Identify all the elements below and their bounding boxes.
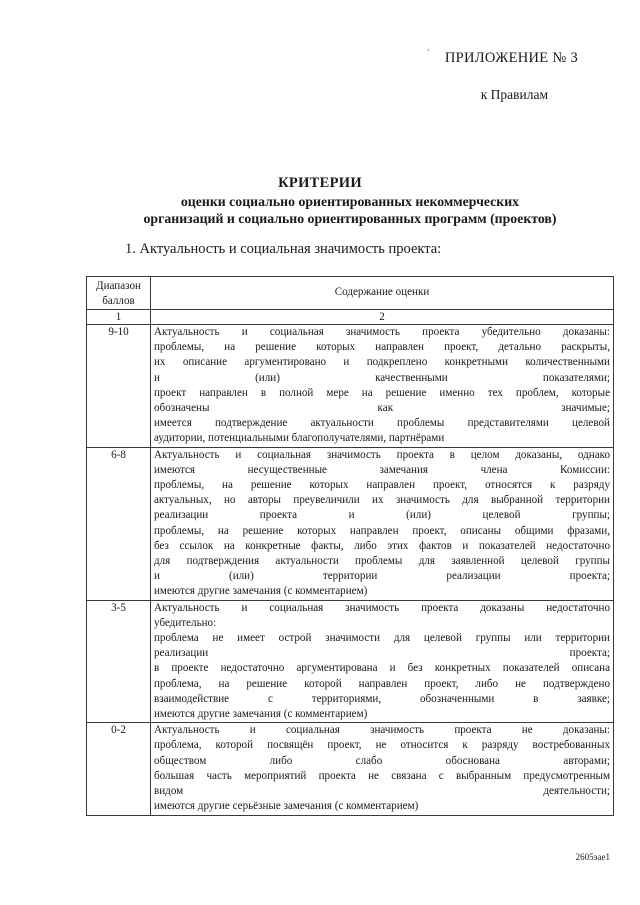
criteria-text-line: без ссылок на конкретные факты, либо этих фактов и показателей недостаточно [154, 539, 610, 552]
criteria-text-line: обществом либо слабо обоснована авторами; [154, 754, 610, 767]
document-subtitle [60, 193, 640, 227]
score-range-cell: 0-2 [87, 723, 151, 815]
criteria-text-line: актуальных, но авторы преувеличили их значимость для выбранной территории [154, 494, 610, 507]
criteria-text-line: Актуальность и социальная значимость проекта не доказаны: [154, 724, 610, 737]
appendix-label: ПРИЛОЖЕНИЕ № 3 [444, 50, 578, 66]
criteria-text-line: имеются несущественные замечания члена Комиссии: [154, 463, 610, 476]
criteria-text-line: имеется подтверждение актуальности проблемы представителями целевой [154, 417, 610, 430]
criteria-text-line: их описание аргументировано и подкреплено конкретными количественными [154, 356, 610, 369]
criteria-text-line: проблемы, на решение которых направлен проект, описаны общими фразами, [154, 524, 610, 537]
table-row [87, 723, 614, 815]
table-row [87, 600, 614, 723]
header-content-cell: Содержание оценки [151, 277, 614, 310]
table-row [87, 325, 614, 448]
criteria-text-line: в проекте недостаточно аргументирована и без конкретных показателей описана [154, 662, 610, 675]
header-range-line-2: баллов [102, 295, 135, 307]
criteria-content-cell [151, 447, 614, 600]
scan-mark: ´ [427, 48, 430, 58]
criteria-text-line: проблемы, на решение которых направлен проект, детально раскрыты, [154, 341, 610, 354]
score-range-cell: 3-5 [87, 600, 151, 723]
footer-code: 2605эаe1 [575, 852, 610, 862]
column-number-row [87, 310, 614, 325]
criteria-text-line: проблема, на решение которой направлен проект, либо не подтверждено [154, 677, 610, 690]
criteria-text-line: взаимодействие с территориями, обозначенными в заявке; [154, 692, 610, 705]
score-range-cell: 9-10 [87, 325, 151, 448]
criteria-text-line: имеются другие серьёзные замечания (с комментарием) [154, 800, 419, 813]
rules-reference: к Правилам [480, 87, 548, 102]
criteria-text-line: для подтверждения актуальности проблемы для заявленной целевой группы [154, 555, 610, 568]
criteria-text-line: проблема, которой посвящён проект, не относится к разряду востребованных [154, 739, 610, 752]
criteria-text-line: реализации проекта; [154, 647, 610, 660]
criteria-content-cell [151, 325, 614, 448]
criteria-text-line: и (или) качественными показателями; [154, 371, 610, 384]
column-number-2: 2 [151, 310, 614, 325]
criteria-text-line: реализации проекта и (или) целевой группы; [154, 509, 610, 522]
header-range-cell [87, 277, 151, 310]
criteria-content-cell [151, 600, 614, 723]
criteria-text-line: аудитории, потенциальными благополучателями, партнёрами [154, 432, 445, 445]
score-range-cell: 6-8 [87, 447, 151, 600]
criteria-text-line: Актуальность и социальная значимость проекта убедительно доказаны: [154, 326, 610, 338]
subtitle-line-2: организаций и социально ориентированных программ (проектов) [143, 211, 557, 226]
criteria-text-line: проект направлен в полной мере на решение именно тех проблем, которые [154, 386, 610, 399]
subtitle-line-1: оценки социально ориентированных некоммерческих [180, 194, 520, 209]
table-row [87, 447, 614, 600]
criteria-text-line: Актуальность и социальная значимость проекта доказаны недостаточно [154, 601, 610, 614]
document-title: КРИТЕРИИ [278, 175, 362, 191]
section-heading: 1. Актуальность и социальная значимость проекта: [125, 241, 442, 257]
criteria-text-line: видом деятельности; [154, 785, 610, 798]
criteria-text-line: убедительно: [154, 616, 217, 629]
criteria-text-line: и (или) территории реализации проекта; [154, 570, 610, 583]
criteria-text-line: проблемы, на решение которых направлен проект, относятся к разряду [154, 479, 610, 492]
header-range-line-1: Диапазон [96, 280, 141, 292]
criteria-text-line: Актуальность и социальная значимость проекта в целом доказаны, однако [154, 448, 610, 461]
criteria-text-line: имеются другие замечания (с комментарием) [154, 585, 368, 598]
criteria-text-line: имеются другие замечания (с комментарием) [154, 708, 368, 721]
criteria-content-cell [151, 723, 614, 815]
criteria-table [86, 276, 614, 816]
criteria-text-line: обозначены как значимые; [154, 402, 610, 415]
column-number-1: 1 [87, 310, 151, 325]
criteria-text-line: большая часть мероприятий проекта не связана с выбранным предусмотренным [154, 769, 610, 782]
table-header-row [87, 277, 614, 310]
criteria-text-line: проблема не имеет острой значимости для целевой группы или территории [154, 632, 610, 645]
